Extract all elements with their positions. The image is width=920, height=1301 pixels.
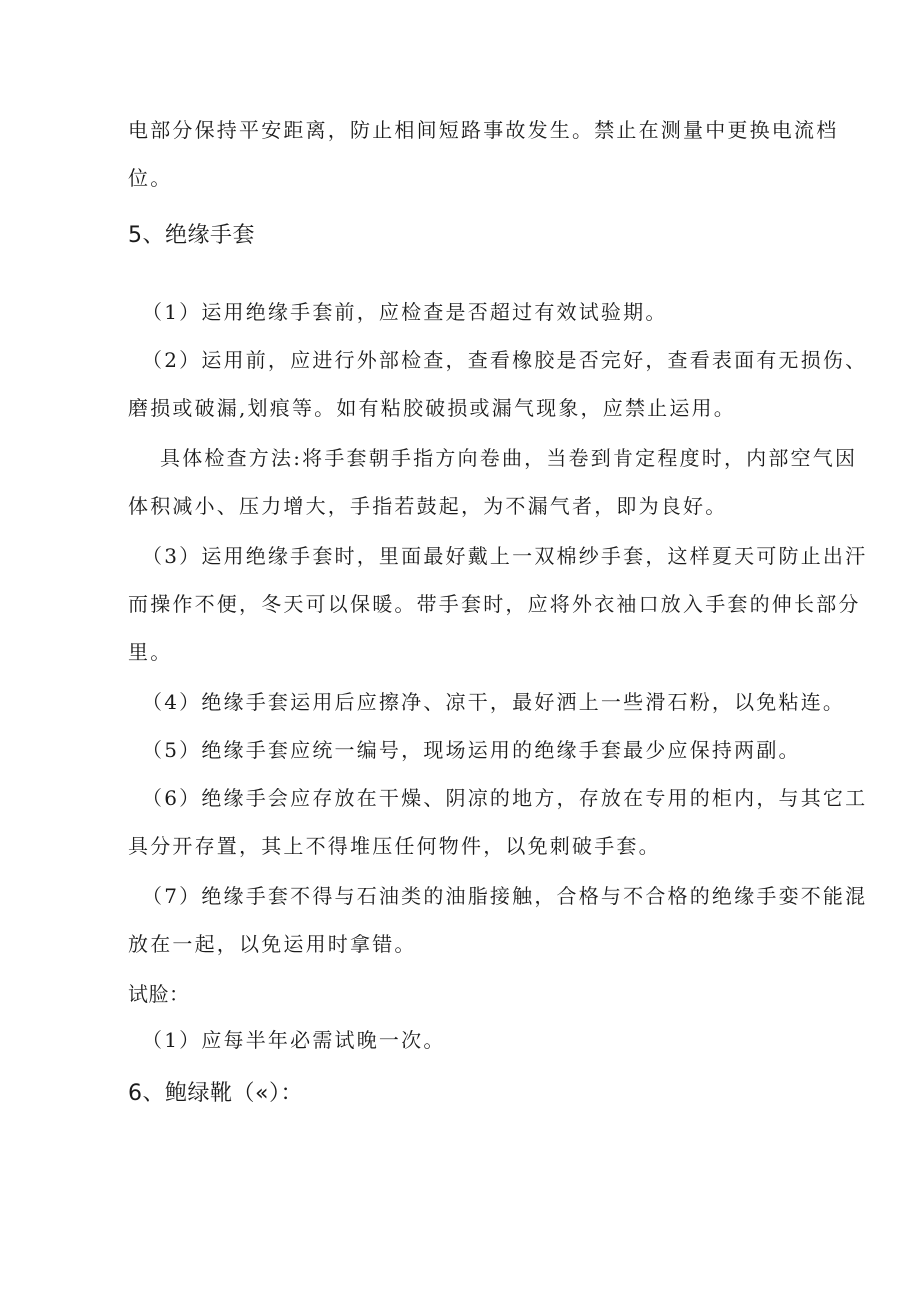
body-line: 里。 xyxy=(128,640,173,664)
body-line: （6）绝缘手会应存放在干燥、阴凉的地方，存放在专用的柜内，与其它工 xyxy=(142,786,868,810)
body-line: （2）运用前，应进行外部检查，查看橡胶是否完好，查看表面有无损伤、 xyxy=(142,348,868,372)
body-line: 磨损或破漏,划痕等。如有粘胶破损或漏气现象，应禁止运用。 xyxy=(128,396,736,420)
section-heading: 6、鲍绿靴（«）： xyxy=(128,1081,303,1106)
body-line: （1）运用绝缘手套前，应检查是否超过有效试验期。 xyxy=(142,300,668,324)
body-line: 具分开存置，其上不得堆压任何物件，以免刺破手套。 xyxy=(128,834,661,858)
body-line: （4）绝缘手套运用后应擦净、凉干，最好洒上一些滑石粉，以免粘连。 xyxy=(142,690,846,714)
body-line: （7）绝缘手套不得与石油类的油脂接触，合格与不合格的绝缘手娈不能混 xyxy=(142,884,868,908)
body-line: 具体检查方法:将手套朝手指方向卷曲，当卷到肯定程度时，内部空气因 xyxy=(160,446,858,470)
body-line: 放在一起，以免运用时拿错。 xyxy=(128,932,417,956)
body-line: 位。 xyxy=(128,166,173,190)
body-line: 电部分保持平安距离，防止相间短路事故发生。禁止在测量中更换电流档 xyxy=(128,118,839,142)
body-line: （5）绝缘手套应统一编号，现场运用的绝缘手套最少应保持两副。 xyxy=(142,738,801,762)
section-heading: 5、绝缘手套 xyxy=(128,223,255,248)
body-line: （1）应每半年必需试晚一次。 xyxy=(142,1028,446,1052)
body-line: 体积减小、压力增大，手指若鼓起，为不漏气者，即为良好。 xyxy=(128,494,728,518)
body-line: （3）运用绝缘手套时，里面最好戴上一双棉纱手套，这样夏天可防止出汗 xyxy=(142,544,868,568)
body-line: 试脸： xyxy=(128,982,190,1006)
body-line: 而操作不便，冬天可以保暖。带手套时，应将外衣袖口放入手套的伸长部分 xyxy=(128,592,861,616)
